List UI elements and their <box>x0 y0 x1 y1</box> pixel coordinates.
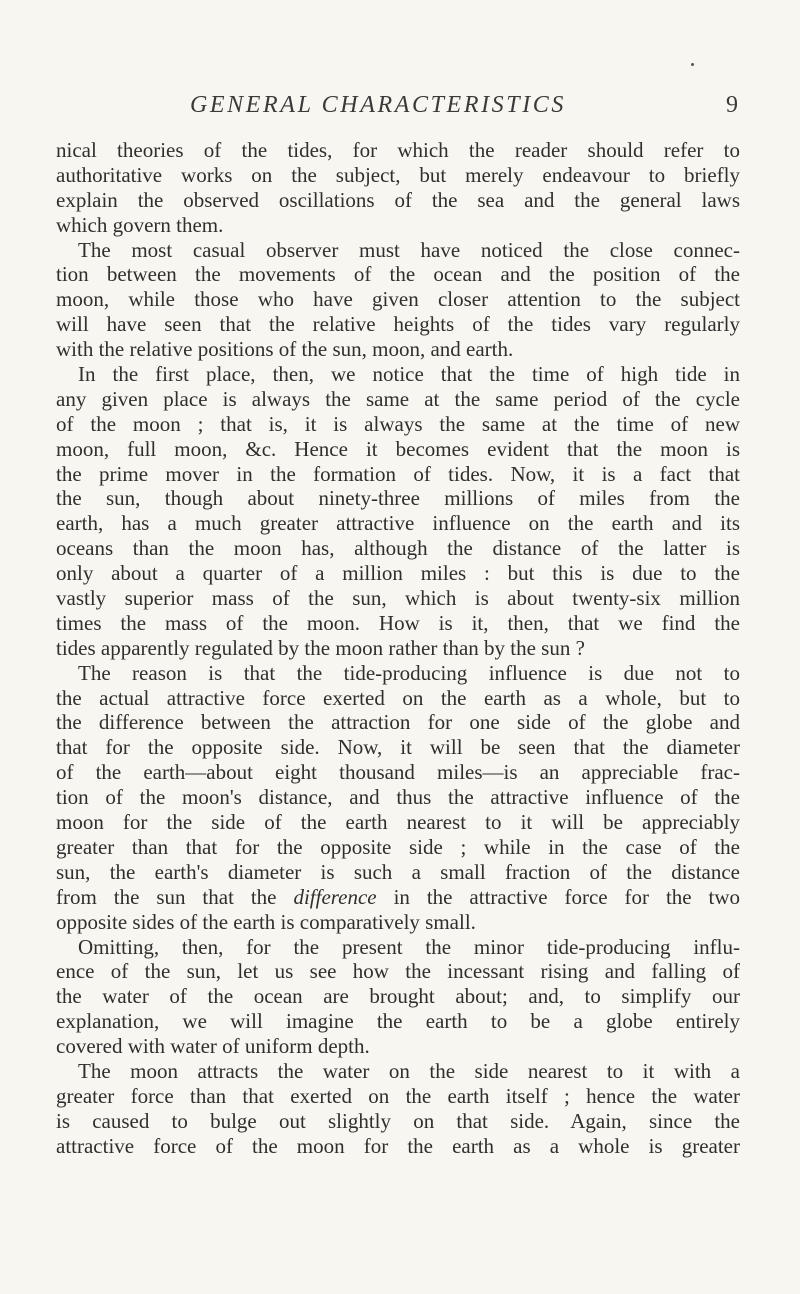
text-line: ence of the sun, let us see how the incessant rising and falling of <box>56 959 740 984</box>
text-line: that for the opposite side. Now, it will be seen that the diameter <box>56 735 740 760</box>
text-line: times the mass of the moon. How is it, then, that we find the <box>56 610 740 635</box>
body-text <box>56 138 740 1159</box>
text-line: moon, while those who have given closer attention to the subject <box>56 287 740 312</box>
text-line: nical theories of the tides, for which the reader should refer to <box>56 138 740 162</box>
page-header <box>0 92 800 124</box>
text-fragment: in the attractive force for the two <box>393 884 741 909</box>
text-line: In the first place, then, we notice that the time of high tide in <box>78 362 740 387</box>
emphasized-word: difference <box>293 884 377 909</box>
text-line: of the earth—about eight thousand miles—is an appreciable frac- <box>56 760 740 785</box>
text-line: moon for the side of the earth nearest to it will be appreciably <box>56 810 740 835</box>
text-line: covered with water of uniform depth. <box>56 1034 370 1059</box>
text-line: only about a quarter of a million miles : but this is due to the <box>56 561 740 586</box>
text-line: The most casual observer must have noticed the close connec- <box>78 237 740 262</box>
text-line: with the relative positions of the sun, moon, and earth. <box>56 337 514 362</box>
text-line: explanation, we will imagine the earth to be a globe entirely <box>56 1009 740 1034</box>
text-line: the actual attractive force exerted on the earth as a whole, but to <box>56 685 740 710</box>
text-line: will have seen that the relative heights of the tides vary regularly <box>56 312 740 337</box>
text-fragment: from the sun that the <box>56 884 277 909</box>
text-line: of the moon ; that is, it is always the same at the time of new <box>56 411 740 436</box>
text-line: any given place is always the same at the same period of the cycle <box>56 386 740 411</box>
text-line: tion of the moon's distance, and thus the attractive influence of the <box>56 785 740 810</box>
running-title: GENERAL CHARACTERISTICS <box>189 92 567 118</box>
text-line: the difference between the attraction for one side of the globe and <box>56 710 740 735</box>
text-line: greater force than that exerted on the earth itself ; hence the water <box>56 1083 740 1108</box>
text-line: opposite sides of the earth is comparatively small. <box>56 909 476 934</box>
text-line: The reason is that the tide-producing influence is due not to <box>78 660 740 685</box>
text-line: the water of the ocean are brought about; and, to simplify our <box>56 984 740 1009</box>
print-speck <box>691 63 694 66</box>
text-line: tides apparently regulated by the moon rather than by the sun ? <box>56 635 585 660</box>
text-line: explain the observed oscillations of the sea and the general laws <box>56 187 740 212</box>
text-line: The moon attracts the water on the side nearest to it with a <box>78 1058 740 1083</box>
text-line: earth, has a much greater attractive influence on the earth and its <box>56 511 740 536</box>
text-line: moon, full moon, &c. Hence it becomes evident that the moon is <box>56 436 740 461</box>
text-line: authoritative works on the subject, but merely endeavour to briefly <box>56 162 740 187</box>
text-line: tion between the movements of the ocean and the position of the <box>56 262 740 287</box>
text-line: Omitting, then, for the present the minor tide-producing influ- <box>78 934 740 959</box>
text-line: greater than that for the opposite side ; while in the case of the <box>56 834 740 859</box>
text-line: attractive force of the moon for the earth as a whole is greater <box>56 1133 740 1158</box>
text-line: is caused to bulge out slightly on that side. Again, since the <box>56 1108 740 1133</box>
text-line: oceans than the moon has, although the distance of the latter is <box>56 536 740 561</box>
page-number: 9 <box>726 92 738 118</box>
text-line: vastly superior mass of the sun, which is about twenty-six million <box>56 586 740 611</box>
text-line: the sun, though about ninety-three millions of miles from the <box>56 486 740 511</box>
text-line: which govern them. <box>56 212 224 237</box>
text-line: the prime mover in the formation of tides. Now, it is a fact that <box>56 461 740 486</box>
text-line <box>56 885 740 910</box>
text-line: sun, the earth's diameter is such a small fraction of the distance <box>56 859 740 884</box>
